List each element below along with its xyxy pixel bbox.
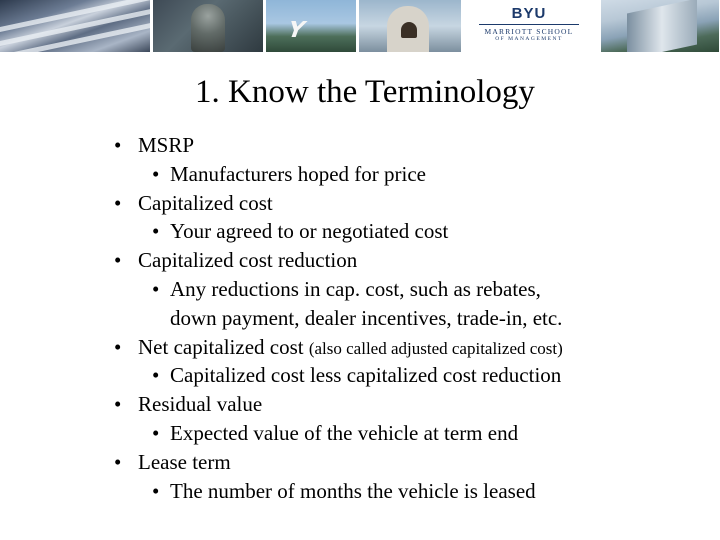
term-lease-term: Lease term (138, 449, 231, 474)
term-detail: Expected value of the vehicle at term end (170, 420, 519, 445)
list-subitem (0, 160, 720, 189)
term-label: Net capitalized cost (138, 334, 304, 359)
banner-photo-architecture (0, 0, 150, 52)
list-subitem (0, 361, 720, 390)
term-msrp: MSRP (138, 133, 195, 157)
term-detail: The number of months the vehicle is leased (170, 478, 536, 503)
bullet-icon: • (114, 392, 122, 417)
list-item (0, 448, 720, 477)
list-subitem (0, 477, 720, 506)
list-item (0, 333, 720, 362)
list-item (0, 131, 720, 160)
byu-marriott-logo (467, 0, 591, 52)
term-net-capitalized-cost (138, 333, 563, 364)
logo-school-subtitle: OF MANAGEMENT (495, 36, 563, 42)
term-residual-value: Residual value (138, 392, 263, 417)
bullet-icon: • (114, 133, 122, 157)
list-item (0, 246, 720, 275)
bullet-icon: • (152, 219, 160, 244)
bullet-icon: • (152, 161, 160, 186)
term-detail: Your agreed to or negotiated cost (170, 219, 449, 244)
list-subitem (0, 419, 720, 448)
term-detail: Manufacturers hoped for price (170, 161, 426, 186)
bullet-icon: • (114, 334, 122, 359)
term-capitalized-cost: Capitalized cost (138, 190, 273, 215)
bullet-icon: • (152, 276, 160, 301)
logo-divider (479, 24, 579, 25)
bullet-icon: • (152, 420, 160, 445)
term-note: (also called adjusted capitalized cost) (308, 338, 563, 358)
banner-photo-bell-tower (359, 0, 461, 52)
term-detail: Capitalized cost less capitalized cost reduction (170, 363, 562, 388)
list-subitem (0, 217, 720, 246)
slide-title: 1. Know the Terminology (195, 74, 535, 110)
term-detail: Any reductions in cap. cost, such as rebates, (170, 276, 541, 301)
term-capitalized-cost-reduction: Capitalized cost reduction (138, 248, 358, 273)
bullet-icon: • (114, 190, 122, 215)
banner-photo-statue (153, 0, 263, 52)
logo-school-name: MARRIOTT SCHOOL (484, 27, 574, 36)
header-banner (0, 0, 720, 52)
terminology-list (0, 131, 720, 505)
list-subitem-continuation (0, 304, 720, 333)
bullet-icon: • (114, 248, 122, 273)
list-item (0, 390, 720, 419)
bullet-icon: • (152, 478, 160, 503)
banner-photo-building (601, 0, 719, 52)
list-item (0, 189, 720, 218)
banner-photo-mountain-y: Y (266, 0, 356, 52)
bullet-icon: • (152, 363, 160, 388)
logo-wordmark: BYU (511, 5, 547, 22)
bullet-icon: • (114, 449, 122, 474)
list-subitem (0, 275, 720, 304)
term-detail-continued: down payment, dealer incentives, trade-in, etc. (170, 305, 563, 330)
